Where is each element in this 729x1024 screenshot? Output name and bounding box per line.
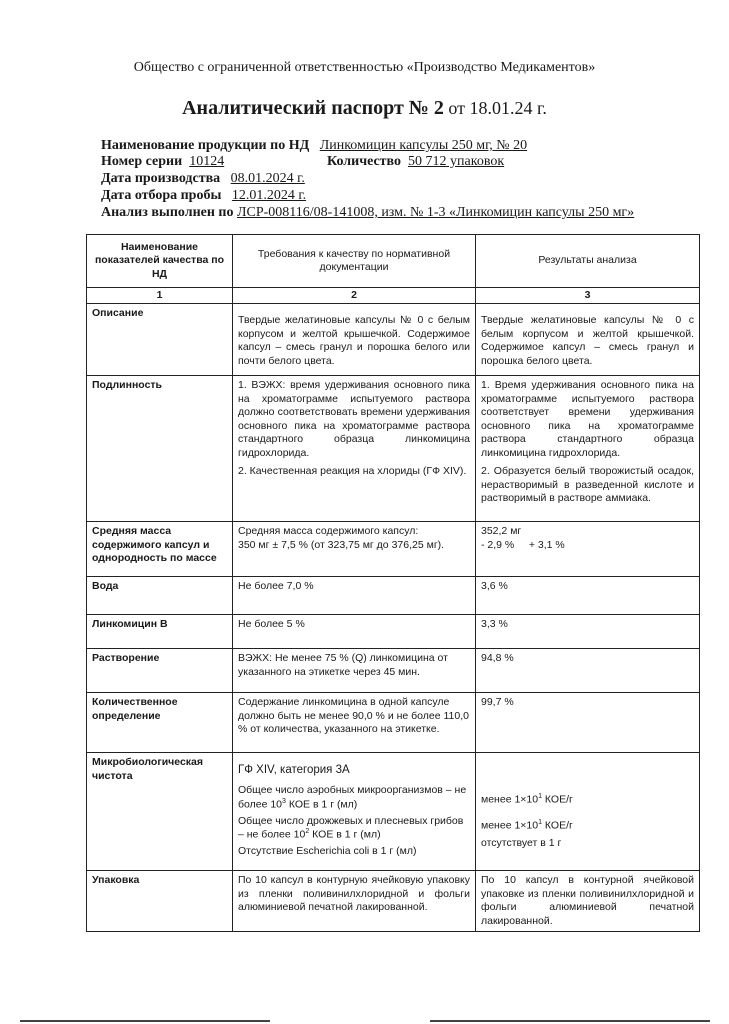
row-name-water: Вода (87, 577, 233, 615)
production-date-label: Дата производства (101, 171, 221, 186)
req-micro-yeast-unit: КОЕ в 1 г (мл) (309, 828, 381, 841)
table-row-mass (87, 522, 700, 577)
batch-line (101, 154, 224, 170)
column-number-row (87, 288, 700, 304)
batch-value: 10124 (189, 154, 225, 169)
req-dissolution: ВЭЖХ: Не менее 75 % (Q) линкомицина от указанного на этикетке через 45 мин. (233, 649, 476, 693)
table-row-dissolution (87, 649, 700, 693)
quantity-value: 50 712 упаковок (408, 154, 505, 169)
res-lincomycin-b: 3,3 % (476, 615, 700, 649)
req-micro-aerobic-exp: 3 (282, 797, 286, 805)
analysis-table (86, 234, 700, 932)
res-microbiology (476, 753, 700, 871)
col-number-1: 1 (87, 288, 233, 304)
req-identity-hplc: 1. ВЭЖХ: время удерживания основного пика на хроматограмме испытуемого раствора должно соответствовать времени удерживания основного пика на хроматограмме раствора стандартного образца линкомицина гидрохлорида. (238, 379, 470, 459)
res-description: Твердые желатиновые капсулы № 0 с белым корпусом и желтой крышечкой. Содержимое капсул – смесь гранул и порошка белого цвета. (476, 304, 700, 376)
req-assay: Содержание линкомицина в одной капсуле должно быть не менее 90,0 % и не более 110,0 % от количества, указанного на этикетке. (233, 693, 476, 753)
res-packaging: По 10 капсул в контурной ячейковой упаковке из пленки поливинилхлоридной и фольги алюминиевой печатной лакированной. (476, 871, 700, 932)
analysis-line (101, 205, 634, 221)
bottom-edge-line-right (430, 1020, 710, 1022)
title-date: от 18.01.24 г. (448, 98, 547, 118)
req-microbiology (233, 753, 476, 871)
table-row-lincomycin-b (87, 615, 700, 649)
row-name-packaging: Упаковка (87, 871, 233, 932)
row-name-assay: Количественное определение (87, 693, 233, 753)
res-assay: 99,7 % (476, 693, 700, 753)
res-identity-hplc: 1. Время удерживания основного пика на хроматограмме испытуемого раствора соответствует времени удерживания основного пика на хроматограмме раствора стандартного образца линкомицина гидрохлорида. (481, 379, 694, 459)
quantity-label: Количество (327, 154, 402, 169)
col-number-3: 3 (476, 288, 700, 304)
req-lincomycin-b: Не более 5 % (233, 615, 476, 649)
req-mass-title: Средняя масса содержимого капсул: (238, 525, 419, 538)
res-micro-aerobic-unit: КОЕ/г (542, 793, 573, 806)
table-row-water (87, 577, 700, 615)
req-identity-chloride: 2. Качественная реакция на хлориды (ГФ XIV). (238, 465, 467, 478)
res-mass-value: 352,2 мг (481, 525, 522, 538)
row-name-mass: Средняя масса содержимого капсул и однородность по массе (87, 522, 233, 577)
row-name-lincomycin-b: Линкомицин B (87, 615, 233, 649)
sampling-date-line (101, 188, 306, 204)
res-identity (476, 376, 700, 522)
table-row-identity (87, 376, 700, 522)
req-identity (233, 376, 476, 522)
product-label: Наименование продукции по НД (101, 138, 310, 153)
res-micro-yeast-exp: 1 (538, 819, 543, 827)
res-micro-yeast (481, 819, 694, 833)
production-date-value: 08.01.2024 г. (230, 171, 305, 186)
production-date-line (101, 171, 305, 187)
res-water: 3,6 % (476, 577, 700, 615)
title-main: Аналитический паспорт № 2 (182, 97, 444, 119)
req-micro-yeast-text: Общее число дрожжевых и плесневых грибов – не более 10 (238, 814, 464, 841)
res-micro-yeast-text: менее 1×10 (481, 819, 539, 832)
product-value: Линкомицин капсулы 250 мг, № 20 (319, 138, 528, 153)
header-indicator: Наименование показателей качества по НД (87, 235, 233, 288)
req-micro-aerobic-text: Общее число аэробных микроорганизмов – не более 10 (238, 784, 467, 811)
table-row-assay (87, 693, 700, 753)
res-micro-aerobic-text: менее 1×10 (481, 793, 539, 806)
req-micro-category: ГФ XIV, категория 3А (238, 764, 350, 777)
row-name-identity: Подлинность (87, 376, 233, 522)
row-name-microbiology: Микробиологическая чистота (87, 753, 233, 871)
table-row-microbiology (87, 753, 700, 871)
req-micro-aerobic (238, 784, 470, 811)
req-description: Твердые желатиновые капсулы № 0 с белым корпусом и желтой крышечкой. Содержимое капсул – смесь гранул и порошка белого или почти белого цвета. (233, 304, 476, 376)
res-mass-uniformity: - 2,9 % + 3,1 % (481, 538, 565, 551)
document-title (0, 97, 729, 120)
res-dissolution: 94,8 % (476, 649, 700, 693)
row-name-description: Описание (87, 304, 233, 376)
res-mass (476, 522, 700, 577)
batch-label: Номер серии (101, 154, 183, 169)
res-micro-aerobic-exp: 1 (538, 793, 543, 801)
analysis-label: Анализ выполнен по (101, 205, 234, 220)
col-number-2: 2 (233, 288, 476, 304)
res-micro-ecoli: отсутствует в 1 г (481, 837, 562, 850)
bottom-edge-line-left (20, 1020, 270, 1022)
sampling-date-value: 12.01.2024 г. (231, 188, 307, 203)
res-micro-yeast-unit: КОЕ/г (542, 819, 573, 832)
res-micro-aerobic (481, 793, 694, 807)
organization-name: Общество с ограниченной ответственностью «Производство Медикаментов» (133, 60, 596, 75)
req-micro-aerobic-unit: КОЕ в 1 г (мл) (285, 798, 358, 811)
req-mass (233, 522, 476, 577)
sampling-date-label: Дата отбора пробы (101, 188, 222, 203)
quantity-line (327, 154, 504, 170)
req-mass-range: 350 мг ± 7,5 % (от 323,75 мг до 376,25 мг). (238, 538, 445, 551)
table-header-row (87, 235, 700, 288)
table-row-description (87, 304, 700, 376)
row-name-dissolution: Растворение (87, 649, 233, 693)
header-results: Результаты анализа (476, 235, 700, 288)
res-identity-chloride: 2. Образуется белый творожистый осадок, нерастворимый в разведенной кислоте и растворимый в растворе аммиака. (481, 465, 694, 504)
analysis-value: ЛСР-008116/08-141008, изм. № 1-3 «Линкомицин капсулы 250 мг» (237, 205, 635, 220)
req-water: Не более 7,0 % (233, 577, 476, 615)
table-row-packaging (87, 871, 700, 932)
req-micro-ecoli: Отсутствие Escherichia coli в 1 г (мл) (238, 844, 417, 857)
req-packaging: По 10 капсул в контурную ячейковую упаковку из пленки поливинилхлоридной и фольги алюминиевой печатной лакированной. (233, 871, 476, 932)
header-requirements: Требования к качеству по нормативной документации (233, 235, 476, 288)
req-micro-yeast-exp: 2 (305, 827, 310, 835)
product-line (101, 138, 527, 154)
req-micro-yeast (238, 815, 470, 842)
